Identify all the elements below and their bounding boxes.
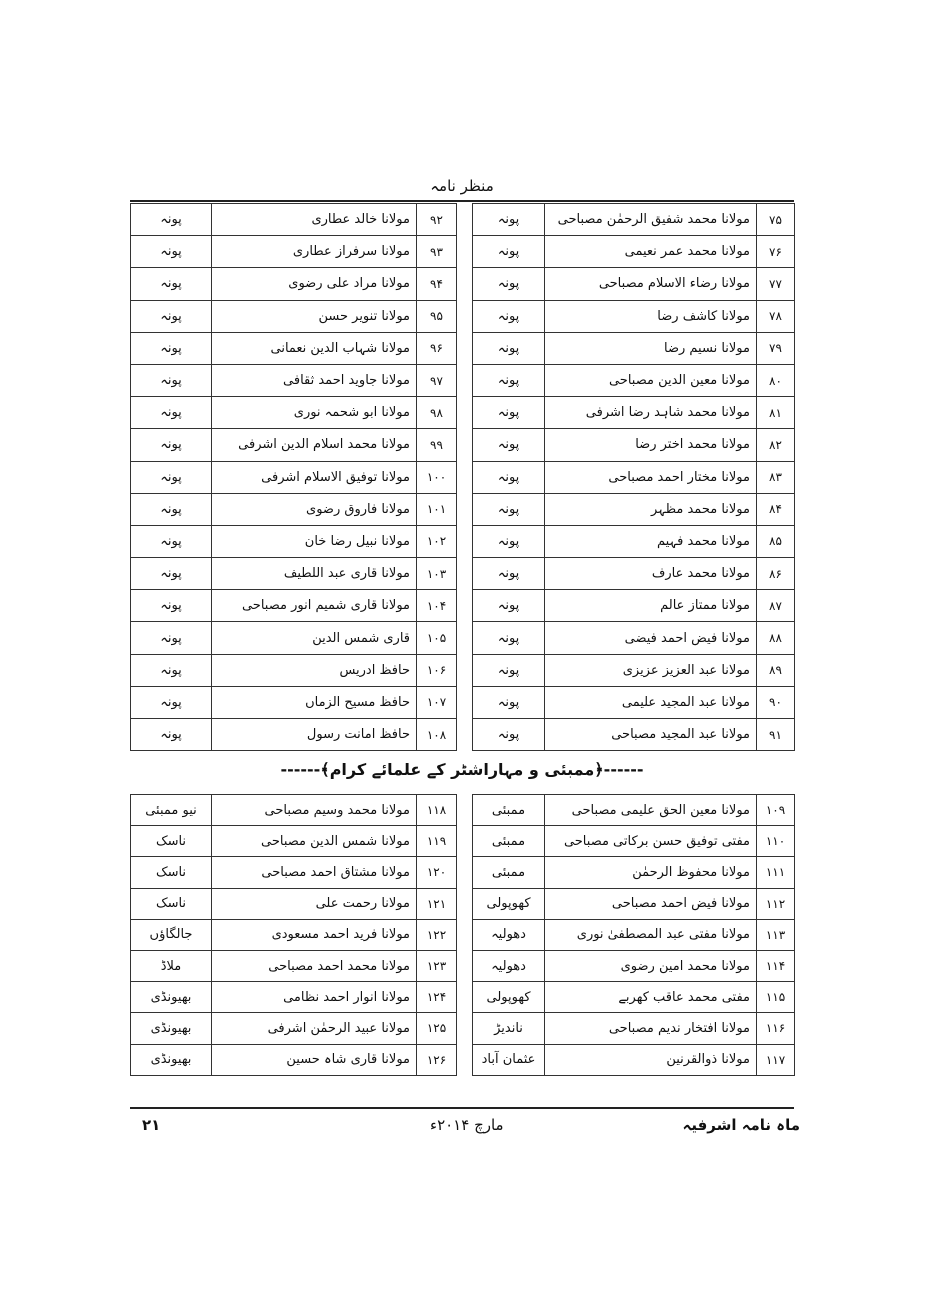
serial-number: ۱۲۱ [417,888,457,919]
city-name: پونہ [473,590,545,622]
scholar-name: مولانا محمد وسیم مصباحی [212,795,417,826]
serial-number: ۷۸ [757,300,795,332]
scholar-name: مولانا افتخار ندیم مصباحی [545,1013,757,1044]
table-row [131,795,795,826]
city-name: پونہ [473,236,545,268]
page-number: ۲۱ [142,1116,161,1134]
table-row [131,461,795,493]
column-gap [457,300,473,332]
serial-number: ۷۷ [757,268,795,300]
scholar-name: مولانا عبید الرحمٰن اشرفی [212,1013,417,1044]
city-name: پونہ [131,397,212,429]
serial-number: ۸۶ [757,558,795,590]
serial-number: ۱۱۰ [757,826,795,857]
table-row [131,950,795,981]
table-row [131,719,795,751]
serial-number: ۱۲۶ [417,1044,457,1075]
serial-number: ۱۲۳ [417,950,457,981]
column-gap [457,826,473,857]
column-gap [457,461,473,493]
table-row [131,300,795,332]
serial-number: ۸۲ [757,429,795,461]
city-name: کھوپولی [473,982,545,1013]
serial-number: ۹۳ [417,236,457,268]
scholar-name: مولانا محفوظ الرحمٰن [545,857,757,888]
column-gap [457,686,473,718]
serial-number: ۹۰ [757,686,795,718]
magazine-name: ماہ نامہ اشرفیہ [682,1116,800,1134]
column-gap [457,857,473,888]
serial-number: ۱۱۸ [417,795,457,826]
scholar-name: مولانا تنویر حسن [212,300,417,332]
column-gap [457,268,473,300]
city-name: پونہ [473,622,545,654]
serial-number: ۱۰۲ [417,525,457,557]
table-row [131,1044,795,1075]
column-gap [457,654,473,686]
table-row [131,268,795,300]
city-name: پونہ [473,493,545,525]
scholar-name: مولانا محمد احمد مصباحی [212,950,417,981]
city-name: کھوپولی [473,888,545,919]
serial-number: ۱۱۵ [757,982,795,1013]
scholar-name: مولانا محمد عمر نعیمی [545,236,757,268]
scholar-name: مولانا ابو شحمہ نوری [212,397,417,429]
city-name: بھیونڈی [131,982,212,1013]
scholar-name: مولانا رضاء الاسلام مصباحی [545,268,757,300]
scholar-name: مولانا قاری شاہ حسین [212,1044,417,1075]
scholar-name: مولانا مشتاق احمد مصباحی [212,857,417,888]
serial-number: ۱۱۳ [757,919,795,950]
serial-number: ۱۱۲ [757,888,795,919]
scholar-name: مولانا فرید احمد مسعودی [212,919,417,950]
column-gap [457,888,473,919]
members-table-maharashtra [130,794,795,1076]
scholar-name: مولانا خالد عطاری [212,204,417,236]
scholar-name: مولانا ذوالقرنین [545,1044,757,1075]
city-name: پونہ [131,204,212,236]
scholar-name: مولانا معین الحق علیمی مصباحی [545,795,757,826]
city-name: ممبئی [473,857,545,888]
serial-number: ۹۹ [417,429,457,461]
serial-number: ۱۱۶ [757,1013,795,1044]
column-gap [457,525,473,557]
city-name: ممبئی [473,826,545,857]
city-name: پونہ [473,204,545,236]
page-header [130,176,794,202]
city-name: ممبئی [473,795,545,826]
city-name: ناسک [131,888,212,919]
table-row [131,397,795,429]
serial-number: ۱۰۹ [757,795,795,826]
members-table-body [131,204,795,751]
scholar-name: مولانا محمد مظہر [545,493,757,525]
serial-number: ۱۲۲ [417,919,457,950]
column-gap [457,429,473,461]
table-row [131,429,795,461]
scholar-name: مولانا محمد فہیم [545,525,757,557]
scholar-name: مولانا نبیل رضا خان [212,525,417,557]
scholar-name: مولانا انوار احمد نظامی [212,982,417,1013]
footer-divider [130,1107,794,1109]
serial-number: ۹۸ [417,397,457,429]
issue-date: مارچ ۲۰۱۴ء [430,1116,504,1134]
table-row [131,982,795,1013]
table-row [131,236,795,268]
members-table-body [131,795,795,1076]
serial-number: ۹۴ [417,268,457,300]
table-row [131,364,795,396]
serial-number: ۹۵ [417,300,457,332]
serial-number: ۱۰۶ [417,654,457,686]
city-name: پونہ [473,525,545,557]
scholar-name: مفتی محمد عاقب کھربے [545,982,757,1013]
scholar-name: مولانا محمد شاہد رضا اشرفی [545,397,757,429]
section-title: ------﴿ممبئی و مہاراشٹر کے علمائے کرام﴾------ [280,760,644,779]
serial-number: ۸۸ [757,622,795,654]
column-gap [457,332,473,364]
city-name: ناسک [131,826,212,857]
scholar-name: مولانا عبد العزیز عزیزی [545,654,757,686]
serial-number: ۱۱۹ [417,826,457,857]
column-gap [457,950,473,981]
city-name: ناسک [131,857,212,888]
serial-number: ۷۶ [757,236,795,268]
scholar-name: مولانا جاوید احمد ثقافی [212,364,417,396]
serial-number: ۱۰۷ [417,686,457,718]
city-name: پونہ [473,332,545,364]
city-name: پونہ [131,493,212,525]
serial-number: ۸۰ [757,364,795,396]
scholar-name: مولانا شہاب الدین نعمانی [212,332,417,364]
scholar-name: مولانا معین الدین مصباحی [545,364,757,396]
column-gap [457,1013,473,1044]
city-name: پونہ [473,654,545,686]
column-gap [457,364,473,396]
city-name: پونہ [473,300,545,332]
city-name: دھولیہ [473,950,545,981]
column-gap [457,1044,473,1075]
table-row [131,826,795,857]
city-name: پونہ [131,236,212,268]
city-name: پونہ [473,397,545,429]
city-name: پونہ [131,654,212,686]
scholar-name: حافظ ادریس [212,654,417,686]
column-gap [457,622,473,654]
scholar-name: مولانا محمد عارف [545,558,757,590]
scholar-name: قاری شمس الدین [212,622,417,654]
scholar-name: مولانا فیض احمد مصباحی [545,888,757,919]
table-row [131,622,795,654]
table-row [131,525,795,557]
scholar-name: مفتی توفیق حسن برکاتی مصباحی [545,826,757,857]
header-title: منظر نامہ [430,177,494,195]
column-gap [457,204,473,236]
serial-number: ۹۱ [757,719,795,751]
city-name: پونہ [473,429,545,461]
column-gap [457,236,473,268]
city-name: پونہ [131,364,212,396]
scholar-name: مولانا محمد اسلام الدین اشرفی [212,429,417,461]
table-row [131,857,795,888]
scholar-name: مولانا توفیق الاسلام اشرفی [212,461,417,493]
table-row [131,332,795,364]
city-name: ناندیڑ [473,1013,545,1044]
table-row [131,204,795,236]
city-name: پونہ [131,268,212,300]
scholar-name: مولانا مراد علی رضوی [212,268,417,300]
serial-number: ۸۱ [757,397,795,429]
city-name: پونہ [131,300,212,332]
scholar-name: مولانا شمس الدین مصباحی [212,826,417,857]
column-gap [457,558,473,590]
column-gap [457,493,473,525]
city-name: پونہ [473,364,545,396]
serial-number: ۱۰۱ [417,493,457,525]
scholar-name: مولانا قاری شمیم انور مصباحی [212,590,417,622]
scholar-name: مولانا مفتی عبد المصطفیٰ نوری [545,919,757,950]
scholar-name: مولانا عبد المجید مصباحی [545,719,757,751]
scholar-name: مولانا ممتاز عالم [545,590,757,622]
serial-number: ۹۷ [417,364,457,396]
scholar-name: مولانا سرفراز عطاری [212,236,417,268]
serial-number: ۱۲۴ [417,982,457,1013]
table-row [131,1013,795,1044]
city-name: پونہ [131,590,212,622]
scholar-name: مولانا محمد شفیق الرحمٰن مصباحی [545,204,757,236]
city-name: پونہ [131,719,212,751]
serial-number: ۱۱۴ [757,950,795,981]
serial-number: ۷۹ [757,332,795,364]
city-name: بھیونڈی [131,1013,212,1044]
scholar-name: مولانا محمد امین رضوی [545,950,757,981]
serial-number: ۱۲۰ [417,857,457,888]
column-gap [457,795,473,826]
table-row [131,558,795,590]
serial-number: ۱۰۰ [417,461,457,493]
scholar-name: مولانا فیض احمد فیضی [545,622,757,654]
scholar-name: حافظ مسیح الزماں [212,686,417,718]
city-name: پونہ [131,429,212,461]
table-row [131,654,795,686]
city-name: پونہ [473,719,545,751]
column-gap [457,397,473,429]
city-name: نیو ممبئی [131,795,212,826]
serial-number: ۷۵ [757,204,795,236]
city-name: پونہ [131,332,212,364]
scholar-name: مولانا کاشف رضا [545,300,757,332]
serial-number: ۸۵ [757,525,795,557]
city-name: پونہ [473,686,545,718]
table-row [131,686,795,718]
members-table-pune [130,203,795,751]
column-gap [457,719,473,751]
scholar-name: مولانا قاری عبد اللطیف [212,558,417,590]
city-name: پونہ [131,558,212,590]
scholar-name: حافظ امانت رسول [212,719,417,751]
city-name: پونہ [131,686,212,718]
city-name: بھیونڈی [131,1044,212,1075]
scholar-name: مولانا نسیم رضا [545,332,757,364]
serial-number: ۱۱۱ [757,857,795,888]
column-gap [457,982,473,1013]
city-name: ملاڈ [131,950,212,981]
scholar-name: مولانا فاروق رضوی [212,493,417,525]
serial-number: ۹۲ [417,204,457,236]
city-name: پونہ [473,461,545,493]
serial-number: ۱۰۳ [417,558,457,590]
city-name: پونہ [473,558,545,590]
city-name: عثمان آباد [473,1044,545,1075]
serial-number: ۸۴ [757,493,795,525]
serial-number: ۸۷ [757,590,795,622]
scholar-name: مولانا عبد المجید علیمی [545,686,757,718]
scholar-name: مولانا مختار احمد مصباحی [545,461,757,493]
column-gap [457,919,473,950]
city-name: جالگاؤں [131,919,212,950]
scholar-name: مولانا محمد اختر رضا [545,429,757,461]
column-gap [457,590,473,622]
serial-number: ۱۰۴ [417,590,457,622]
city-name: پونہ [131,461,212,493]
serial-number: ۱۰۸ [417,719,457,751]
table-row [131,919,795,950]
serial-number: ۱۲۵ [417,1013,457,1044]
serial-number: ۸۳ [757,461,795,493]
serial-number: ۱۱۷ [757,1044,795,1075]
city-name: پونہ [131,622,212,654]
serial-number: ۹۶ [417,332,457,364]
table-row [131,493,795,525]
city-name: دھولیہ [473,919,545,950]
serial-number: ۸۹ [757,654,795,686]
city-name: پونہ [473,268,545,300]
table-row [131,590,795,622]
serial-number: ۱۰۵ [417,622,457,654]
scholar-name: مولانا رحمت علی [212,888,417,919]
city-name: پونہ [131,525,212,557]
table-row [131,888,795,919]
